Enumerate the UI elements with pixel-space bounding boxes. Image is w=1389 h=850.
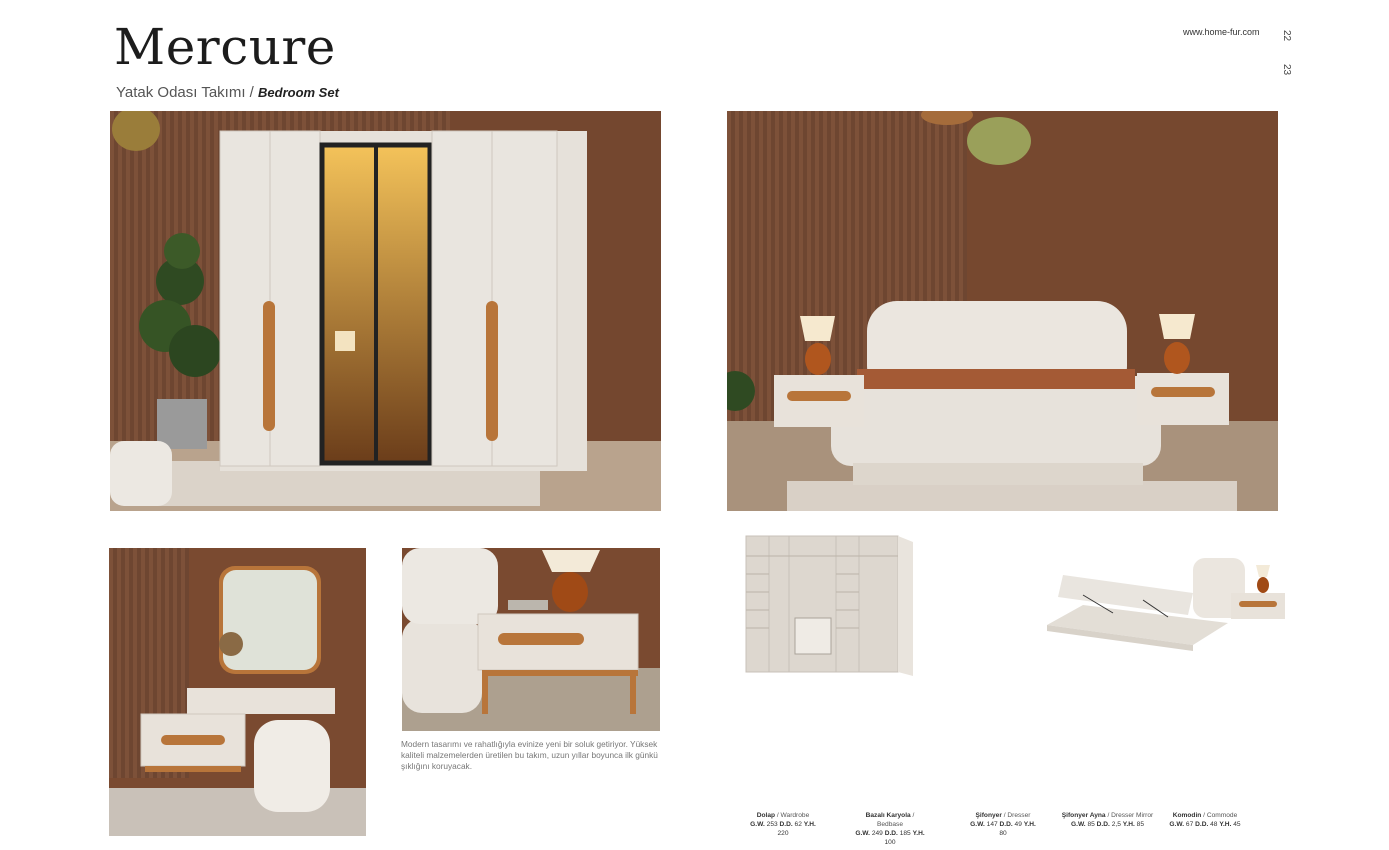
spec-name-en: Bedbase [876, 820, 904, 828]
spec-name-en: Commode [1206, 812, 1238, 819]
spec-name-tr: Şifonyer Ayna [1061, 812, 1106, 819]
page-number-right: 23 [1281, 64, 1292, 76]
bed-photo [727, 111, 1278, 511]
page-number-left: 22 [1281, 30, 1292, 42]
spec-bedbase: Bazalı Karyola / Bedbase G.W. 249 D.D. 185 Y.H. 100 [855, 812, 925, 846]
spec-name-en: Dresser [1007, 812, 1031, 819]
spec-name-tr: Şifonyer [975, 812, 1002, 819]
bed-render [1043, 555, 1293, 655]
dresser-photo [109, 548, 366, 836]
subtitle-tr: Yatak Odası Takımı / [116, 84, 254, 101]
website-url[interactable]: www.home-fur.com [1183, 27, 1260, 37]
page-subtitle [116, 85, 339, 100]
spec-commode: Komodin / Commode G.W. 67 D.D. 48 Y.H. 45 [1169, 812, 1241, 828]
wardrobe-photo [110, 111, 661, 511]
spec-dresser: Şifonyer / Dresser G.W. 147 D.D. 49 Y.H. 80 [970, 812, 1036, 837]
spec-name-tr: Dolap [756, 812, 776, 819]
spec-wardrobe: Dolap / Wardrobe G.W. 253 D.D. 62 Y.H. 220 [750, 812, 816, 837]
subtitle-en: Bedroom Set [258, 85, 339, 100]
wardrobe-render [743, 530, 921, 680]
spec-name-tr: Komodin [1172, 812, 1202, 819]
spec-name-tr: Bazalı Karyola [865, 812, 911, 819]
spec-dresser-mirror: Şifonyer Ayna / Dresser Mirror G.W. 85 D.D. 2,5 Y.H. 85 [1061, 812, 1154, 828]
spec-name-en: Dresser Mirror [1111, 812, 1154, 819]
page-title: Mercure [114, 18, 336, 76]
spec-name-en: Wardrobe [780, 812, 810, 819]
product-description: Modern tasarımı ve rahatlığıyla evinize yeni bir soluk getiriyor. Yüksek kaliteli malzemelerden üretilen bu takım, uzun yıllar boyunca ilk günkü şıklığını koruyacak. [401, 739, 658, 771]
commode-photo [402, 548, 660, 731]
